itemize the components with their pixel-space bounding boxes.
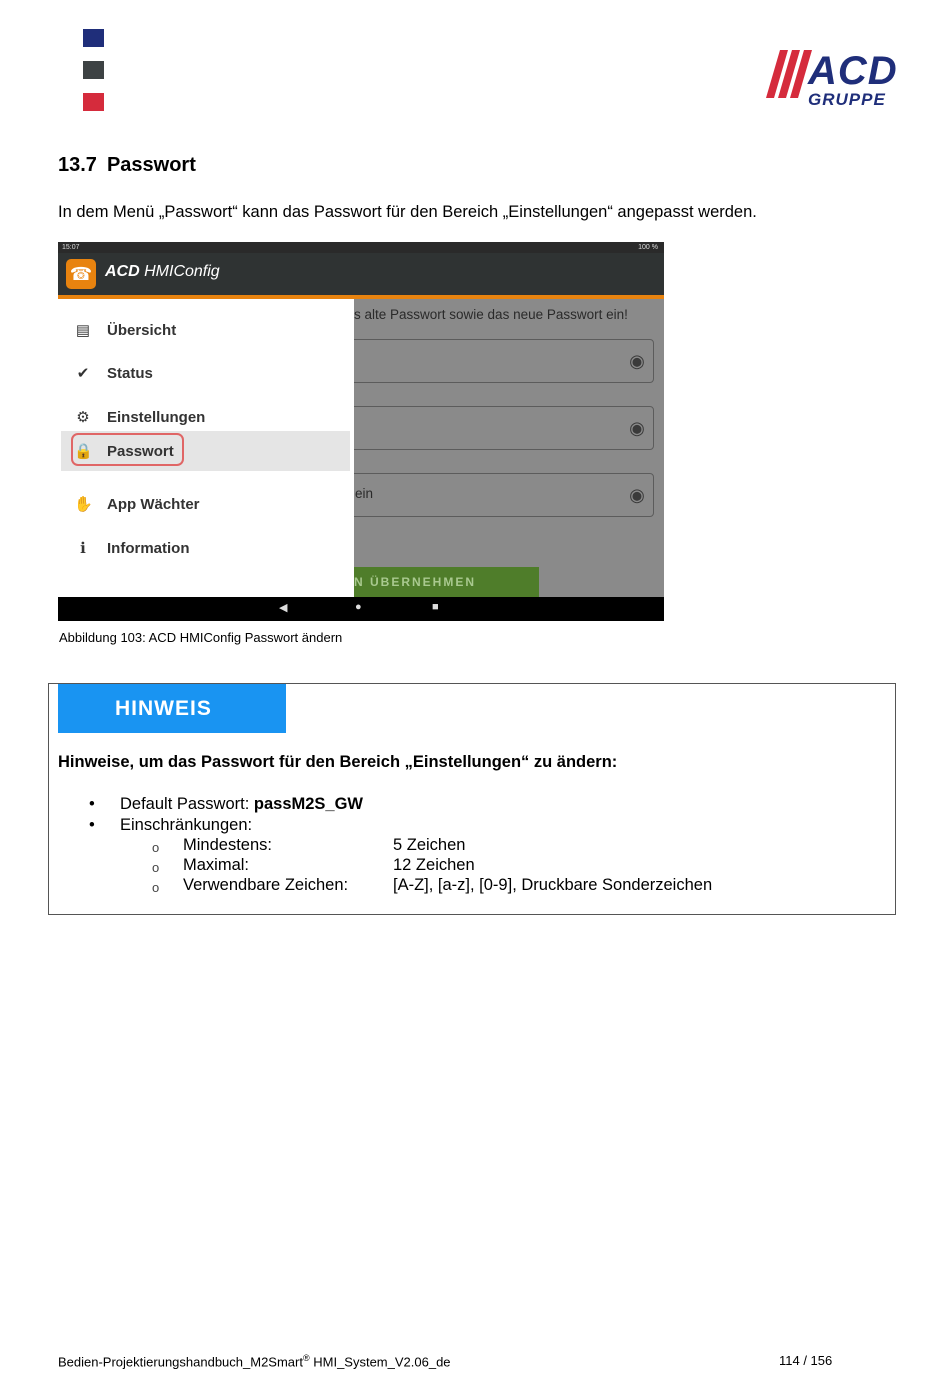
menu-item-passwort[interactable] [61, 431, 350, 471]
hand-icon: ✋ [74, 496, 93, 513]
status-bar [58, 242, 664, 253]
restriction-value: [A-Z], [a-z], [0-9], Druckbare Sonderzeichen [393, 876, 713, 894]
footer-document-name: Bedien-Projektierungshandbuch_M2Smart® HMI_System_V2.06_de [58, 1353, 451, 1370]
header-square-blue [83, 29, 104, 47]
restriction-value: 5 Zeichen [393, 836, 466, 854]
default-password: Default Passwort: passM2S_GW [120, 795, 364, 813]
menu-item-uebersicht[interactable] [58, 311, 354, 351]
restriction-value: 12 Zeichen [393, 856, 475, 874]
confirm-password-placeholder: ein [355, 486, 374, 501]
confirm-password-field[interactable] [328, 473, 654, 517]
restriction-label: Mindestens: [183, 836, 272, 854]
header-square-gray [83, 61, 104, 79]
new-password-field[interactable] [328, 406, 654, 450]
info-icon: ℹ [80, 540, 86, 557]
bullet: • [89, 816, 95, 834]
hinweis-label: HINWEIS [115, 697, 212, 720]
menu-item-label: Übersicht [107, 322, 177, 339]
recents-icon[interactable]: ■ [432, 601, 439, 613]
logo-text: ACD [808, 49, 898, 93]
list-icon: ▤ [75, 322, 91, 339]
acd-logo [766, 48, 918, 110]
hinweis-title: Hinweise, um das Passwort für den Bereich „Einstellungen“ zu ändern: [58, 753, 618, 771]
sub-bullet: o [152, 860, 160, 875]
sub-bullet: o [152, 880, 160, 895]
back-icon[interactable]: ◀ [279, 602, 288, 614]
menu-item-app-waechter[interactable] [58, 485, 354, 525]
navigation-drawer [58, 253, 354, 597]
status-battery: 100 % [638, 244, 658, 251]
menu-item-label: App Wächter [107, 496, 200, 513]
menu-item-label: Passwort [107, 443, 174, 460]
menu-item-label: Information [107, 540, 190, 557]
section-number: 13.7 [58, 154, 97, 176]
menu-item-label: Einstellungen [107, 409, 206, 426]
password-prompt: s alte Passwort sowie das neue Passwort ein! [354, 307, 628, 322]
menu-item-information[interactable] [58, 529, 354, 569]
lock-icon: 🔒 [74, 443, 93, 460]
bullet: • [89, 795, 95, 813]
restriction-label: Maximal: [183, 856, 250, 874]
logo-slashes-icon [766, 50, 814, 102]
gear-icon: ⚙ [76, 409, 90, 426]
eye-icon[interactable]: ◉ [629, 485, 645, 505]
drawer-header [58, 253, 354, 295]
footer-page-number: 114 / 156 [779, 1353, 833, 1368]
apply-button[interactable] [328, 567, 539, 597]
app-title: ACD HMIConfig [105, 263, 220, 280]
drawer-accent [58, 295, 354, 299]
apply-button-label: N ÜBERNEHMEN [354, 575, 477, 589]
home-icon[interactable]: ● [355, 601, 362, 613]
eye-icon[interactable]: ◉ [629, 418, 645, 438]
hinweis-box [48, 683, 896, 915]
hinweis-header [58, 684, 286, 733]
restriction-label: Verwendbare Zeichen: [183, 876, 349, 894]
header-square-red [83, 93, 104, 111]
logo-subtext: GRUPPE [808, 90, 886, 109]
old-password-field[interactable] [328, 339, 654, 383]
app-logo-icon: ☎ [66, 259, 96, 289]
check-circle-icon: ✔ [76, 365, 90, 382]
restrictions-label: Einschränkungen: [120, 816, 253, 834]
status-time: 15:07 [62, 244, 80, 251]
sub-bullet: o [152, 840, 160, 855]
eye-icon[interactable]: ◉ [629, 351, 645, 371]
menu-item-label: Status [107, 365, 153, 382]
section-heading [58, 154, 196, 177]
menu-item-status[interactable] [58, 354, 354, 394]
android-nav-bar [58, 597, 664, 621]
section-title: Passwort [106, 154, 196, 176]
figure-caption: Abbildung 103: ACD HMIConfig Passwort ändern [59, 630, 343, 645]
app-screenshot [58, 242, 664, 621]
intro-text: In dem Menü „Passwort“ kann das Passwort für den Bereich „Einstellungen“ angepasst werden. [58, 203, 757, 221]
